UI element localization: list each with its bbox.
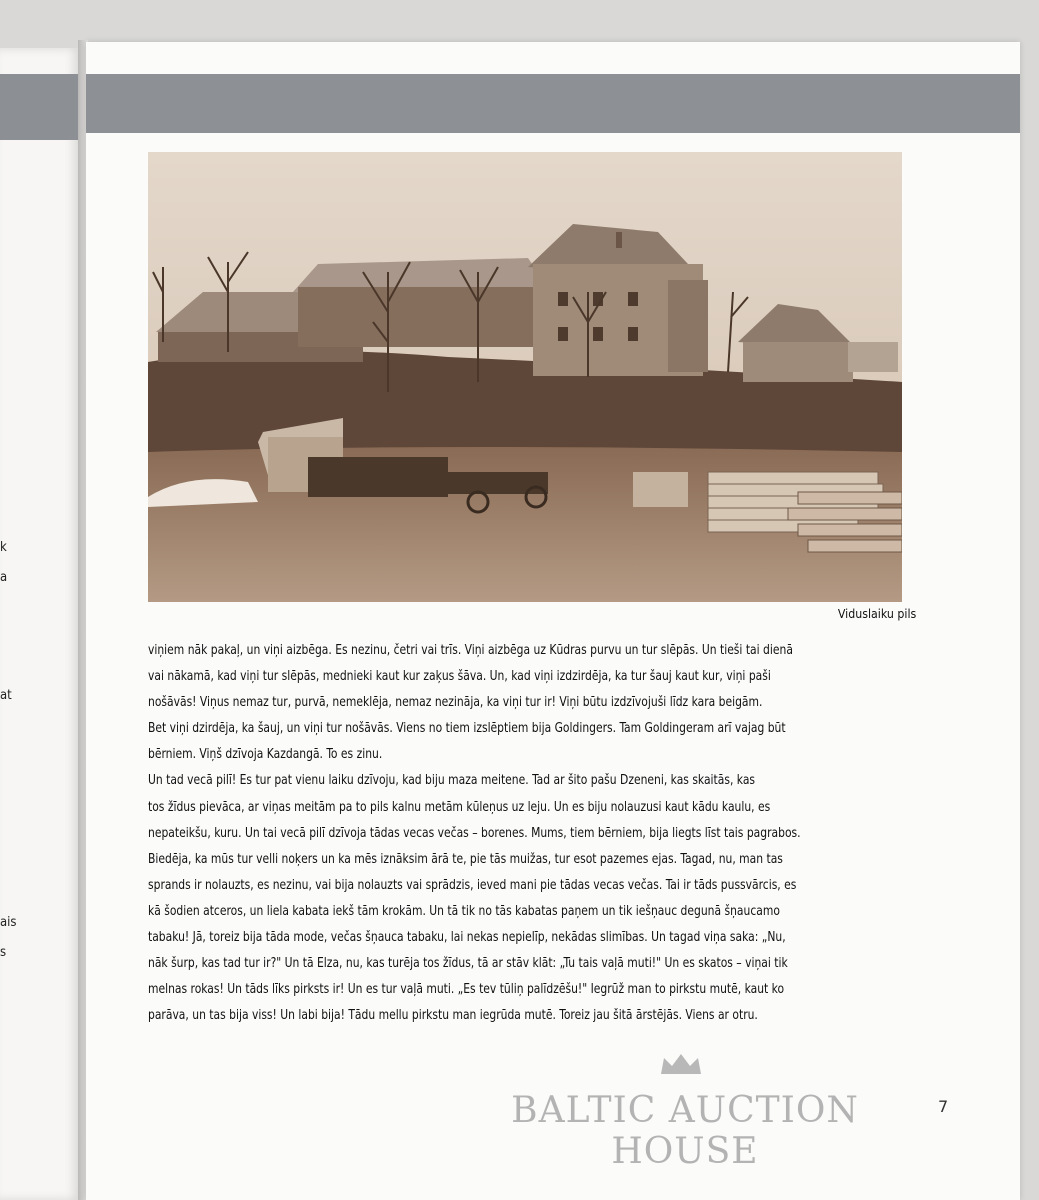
photo-caption: Viduslaiku pils [837,607,916,621]
text-line: viņiem nāk pakaļ, un viņi aizbēga. Es nezinu, četri vai trīs. Viņi aizbēga uz Kūdras purvu un tur slēpās. Un tieši tai dienā [148,642,793,658]
text-line: Bet viņi dzirdēja, ka šauj, un viņi tur nošāvās. Viens no tiem izslēptiem bija Goldingers. Tam Goldingeram arī vajag būt [148,720,786,737]
page-number: 7 [938,1097,949,1116]
previous-page-fragment: s [0,945,7,960]
text-line: Biedēja, ka mūs tur velli noķers un ka mēs iznāksim ārā te, pie tās muižas, tur esot pazemes ejas. Tagad, nu, man tas [148,850,783,867]
text-line: sprands ir nolauzts, es nezinu, vai bija nolauzts vai sprādzis, ieved mani pie tādas vecas večas. Tai ir tāds pussvārcis, es [148,876,797,893]
text-line: melnas rokas! Un tāds līks pirksts ir! Un es tur vaļā muti. „Es tev tūliņ palīdzēšu!" Iegrūž man to pirkstu mutē, kaut ko [148,981,785,998]
crown-logo-icon [658,1052,704,1078]
previous-page-fragment: ais [0,915,17,930]
text-line: parāva, un tas bija viss! Un labi bija! Tādu mellu pirkstu man iegrūda mutē. Toreiz jau šitā ārstējās. Viens ar otru. [148,1007,758,1024]
text-line: vai nākamā, kad viņi tur slēpās, mednieki kaut kur zaķus šāva. Un, kad viņi izdzirdēja, ka tur šauj kaut kur, viņi paši [148,668,771,685]
text-line: kā šodien atceros, un liela kabata iekš tām krokām. Un tā tik no tās kabatas paņem un tik iešņauc degunā šņaucamo [148,902,780,919]
historical-photo [148,152,902,602]
text-line: tabaku! Jā, toreiz bija tāda mode, večas šņauca tabaku, lai nekas nepielīp, nekādas slimības. Un tagad viņa saka: „Nu, [148,929,786,946]
previous-page-fragment: a [0,570,8,585]
body-text [148,637,817,1028]
header-band [86,74,1020,133]
text-line: nāk šurp, kas tad tur ir?" Un tā Elza, nu, kas turēja tos žīdus, tā ar stāv klāt: „Tu tais vaļā muti!" Un es skatos – viņai tik [148,955,788,972]
previous-page-header-band [0,74,80,140]
text-line: bērniem. Viņš dzīvoja Kazdangā. To es zinu. [148,746,383,763]
previous-page-fragment: at [0,688,12,703]
text-line: nepateikšu, kuru. Un tai vecā pilī dzīvoja tādas vecas večas – borenes. Mums, tiem bērniem, bija liegts līst tais pagrabos. [148,824,801,841]
text-line: tos žīdus pievāca, ar viņas meitām pa to pils kalnu metām kūleņus uz leju. Un es biju nolauzusi kaut kādu kaulu, es [148,798,771,815]
castle-photo-illustration [148,152,902,602]
book-page [86,42,1020,1200]
text-line: Un tad vecā pilī! Es tur pat vienu laiku dzīvoju, kad biju maza meitene. Tad ar šito pašu Dzeneni, kas skaitās, kas [148,772,756,789]
previous-page [0,48,80,1200]
previous-page-fragment: k [0,540,7,555]
watermark: BALTIC AUCTION HOUSE [511,1090,859,1172]
text-line: nošāvās! Viņus nemaz tur, purvā, nemeklēja, nemaz nezināja, ka viņi tur ir! Viņi būtu izdzīvojuši līdz kara beigām. [148,694,763,711]
